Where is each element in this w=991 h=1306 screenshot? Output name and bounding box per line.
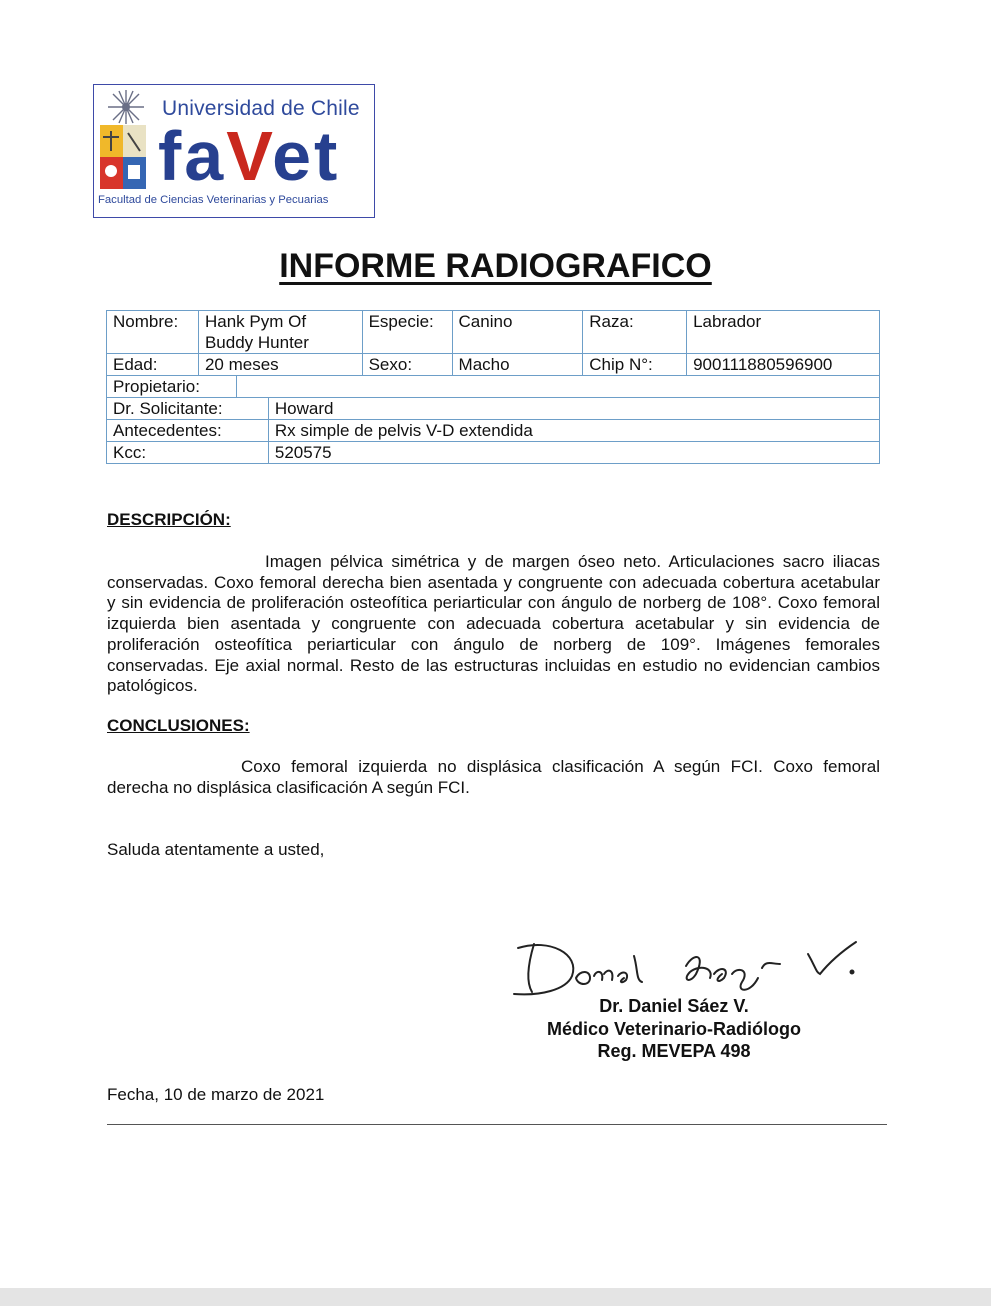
- descripcion-heading: DESCRIPCIÓN:: [107, 510, 231, 529]
- descripcion-text: Imagen pélvica simétrica y de margen óseo neto. Articulaciones sacro iliacas conservadas. Coxo femoral derecha bien asentada y congruente con adecuada cobertura acetabular y sin evidencia de proliferación osteofítica periarticular con ángulo de norberg de 108°. Coxo femoral izquierda bien asentada y congruente con adecuada cobertura acetabular y sin evidencia de proliferación osteofítica periarticular con ángulo de norberg de 109°. Imágenes femorales conservadas. Eje axial normal. Resto de las estructuras incluidas en estudio no evidencian cambios patológicos.: [107, 552, 880, 696]
- table-row: [107, 442, 880, 464]
- sun-emblem-icon: [106, 89, 146, 125]
- antecedentes-label: Antecedentes:: [107, 420, 269, 442]
- patient-info-table: [106, 310, 880, 464]
- especie-label: Especie:: [362, 311, 452, 354]
- conclusiones-heading: CONCLUSIONES:: [107, 716, 250, 735]
- signature-block: [520, 995, 828, 1063]
- report-title: INFORME RADIOGRAFICO: [279, 247, 712, 285]
- favet-wordmark: faVet: [158, 117, 341, 195]
- signer-role: Médico Veterinario-Radiólogo: [546, 1018, 802, 1039]
- table-row: [107, 376, 880, 398]
- page-bottom-edge: [0, 1288, 991, 1306]
- especie-value: Canino: [452, 311, 583, 354]
- handwritten-signature: [510, 934, 870, 1004]
- propietario-value: [236, 376, 879, 398]
- raza-value: Labrador: [687, 311, 880, 354]
- chip-value: 900111880596900: [687, 354, 880, 376]
- chip-label: Chip N°:: [583, 354, 687, 376]
- report-date: Fecha, 10 de marzo de 2021: [107, 1085, 325, 1104]
- solicitante-label: Dr. Solicitante:: [107, 398, 269, 420]
- sexo-label: Sexo:: [362, 354, 452, 376]
- kcc-value: 520575: [268, 442, 879, 464]
- antecedentes-value: Rx simple de pelvis V-D extendida: [268, 420, 879, 442]
- edad-value: 20 meses: [198, 354, 362, 376]
- nombre-value: Hank Pym Of Buddy Hunter: [198, 311, 362, 354]
- signer-registration: Reg. MEVEPA 498: [597, 1041, 751, 1061]
- propietario-label: Propietario:: [107, 376, 237, 398]
- table-row: [107, 354, 880, 376]
- solicitante-value: Howard: [268, 398, 879, 420]
- table-row: [107, 420, 880, 442]
- signer-name: Dr. Daniel Sáez V.: [599, 996, 749, 1016]
- sexo-value: Macho: [452, 354, 583, 376]
- edad-label: Edad:: [107, 354, 199, 376]
- shield-emblem-icon: [100, 125, 146, 189]
- favet-logo: [93, 84, 375, 218]
- conclusiones-text: Coxo femoral izquierda no displásica clasificación A según FCI. Coxo femoral derecha no displásica clasificación A según FCI.: [107, 757, 880, 797]
- faculty-name: Facultad de Ciencias Veterinarias y Pecuarias: [98, 194, 329, 206]
- table-row: [107, 311, 880, 354]
- university-name: Universidad de Chile: [162, 97, 360, 120]
- raza-label: Raza:: [583, 311, 687, 354]
- table-row: [107, 398, 880, 420]
- closing-text: Saluda atentamente a usted,: [107, 840, 325, 859]
- kcc-label: Kcc:: [107, 442, 269, 464]
- nombre-label: Nombre:: [107, 311, 199, 354]
- divider: [107, 1124, 887, 1125]
